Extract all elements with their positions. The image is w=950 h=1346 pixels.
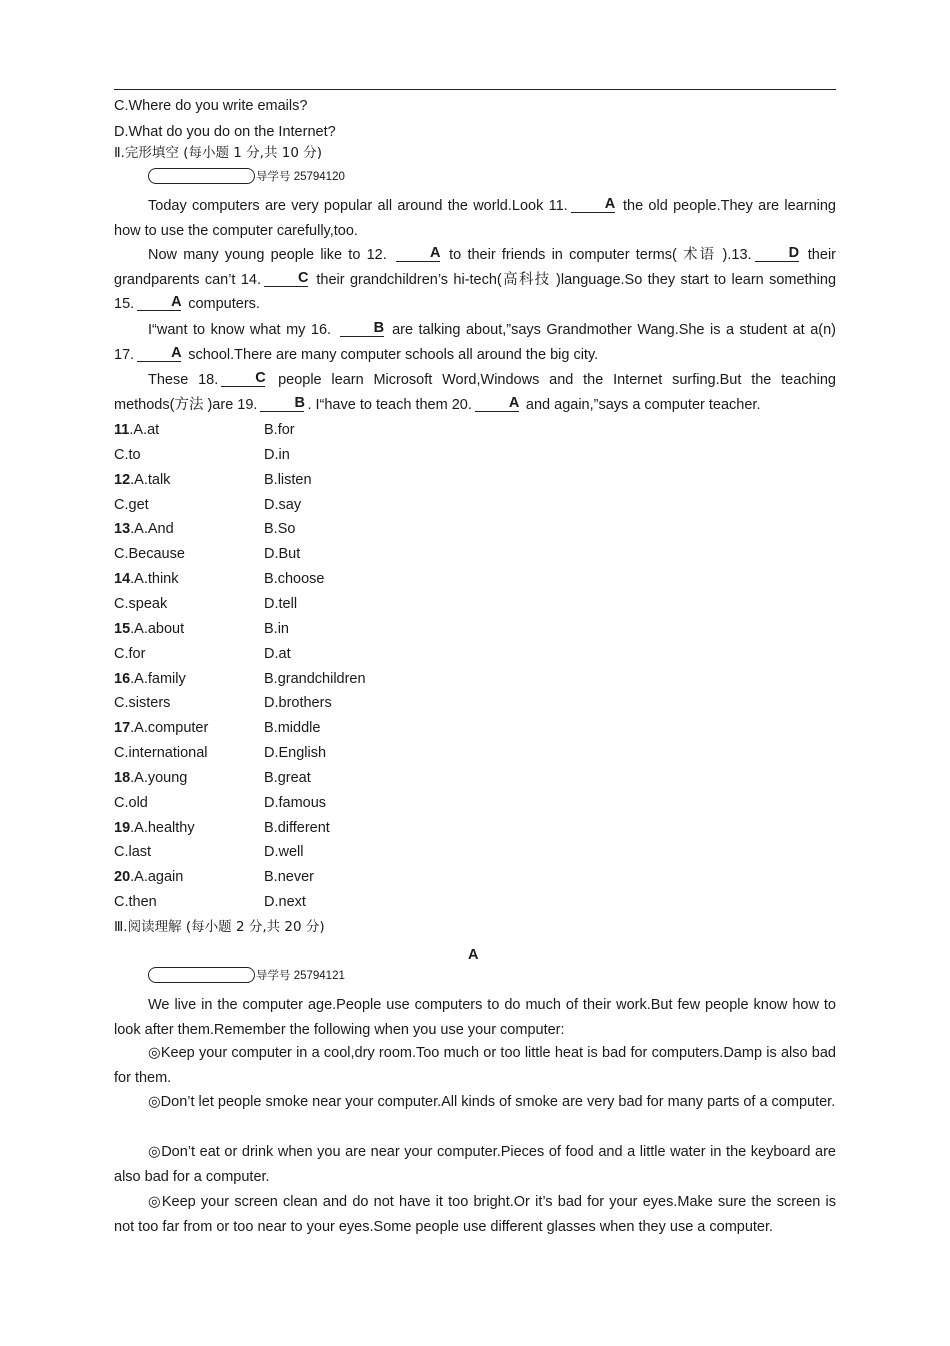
option-d: D.brothers bbox=[264, 695, 332, 712]
answer-blank-15: A bbox=[137, 294, 181, 311]
reading-paragraph-4: ◎Don’t eat or drink when you are near your computer.Pieces of food and a little water in the keyboard are also bad for a computer. bbox=[114, 1144, 836, 1185]
option-b: B.never bbox=[264, 869, 314, 886]
option-d: D.next bbox=[264, 894, 306, 911]
option-c: C.international bbox=[114, 745, 208, 762]
section-2-heading: Ⅱ.完形填空 (每小题 1 分,共 10 分) bbox=[114, 145, 322, 161]
guide-number-text: 导学号 25794120 bbox=[256, 171, 345, 184]
option-a: 11.A.at bbox=[114, 422, 160, 438]
option-d: D.tell bbox=[264, 595, 298, 612]
option-b: B.for bbox=[264, 422, 295, 438]
option-d: D.But bbox=[264, 546, 301, 563]
question-number: 19 bbox=[114, 819, 131, 836]
option-d: D.say bbox=[264, 496, 302, 513]
option-a: 15.A.about bbox=[114, 620, 185, 637]
option-a: 14.A.think bbox=[114, 571, 179, 588]
option-b: B.different bbox=[264, 819, 330, 836]
option-b: B.in bbox=[264, 620, 289, 637]
option-c: C.get bbox=[114, 496, 149, 513]
question-number: 14 bbox=[114, 571, 131, 588]
answer-blank-19: B bbox=[260, 395, 304, 412]
answer-blank-17: A bbox=[137, 345, 181, 362]
option-b: B.choose bbox=[264, 571, 325, 588]
answer-blank-13: D bbox=[755, 245, 799, 262]
cloze-paragraph-4: These 18. C people learn Microsoft Word,Windows and the Internet surfing.But the teaching methods(方法 )are 19. B . I“have to teach them 20. A and again,”says a computer teacher. bbox=[114, 370, 836, 413]
header-rule bbox=[114, 89, 836, 90]
reading-paragraph-2: ◎Keep your computer in a cool,dry room.Too much or too little heat is bad for computers.Damp is also bad for them. bbox=[114, 1045, 836, 1086]
section-3-heading: Ⅲ.阅读理解 (每小题 2 分,共 20 分) bbox=[114, 919, 325, 935]
question-number: 18 bbox=[114, 769, 131, 786]
option-a: 13.A.And bbox=[114, 521, 174, 538]
option-c: C.speak bbox=[114, 595, 168, 612]
guide-number-text: 导学号 25794121 bbox=[256, 970, 345, 983]
passage-label: A bbox=[468, 947, 479, 963]
cloze-paragraph-1: Today computers are very popular all around the world.Look 11. A the old people.They are learning how to use the computer carefully,too. bbox=[114, 196, 836, 239]
option-d: D.at bbox=[264, 645, 291, 662]
guide-pill-icon bbox=[148, 967, 255, 983]
answer-blank-16: B bbox=[340, 320, 384, 337]
guide-number-2 bbox=[148, 168, 345, 186]
option-b: B.So bbox=[264, 521, 296, 538]
guide-pill-icon bbox=[148, 168, 255, 184]
option-b: B.great bbox=[264, 769, 311, 786]
option-c: C.old bbox=[114, 794, 148, 811]
question-number: 11 bbox=[114, 422, 130, 438]
option-a: 20.A.again bbox=[114, 869, 184, 886]
option-c: C.to bbox=[114, 446, 141, 463]
question-number: 12 bbox=[114, 471, 131, 488]
option-a: 12.A.talk bbox=[114, 471, 171, 488]
option-c: C.sisters bbox=[114, 695, 171, 712]
cloze-paragraph-3: I“want to know what my 16. B are talking about,”says Grandmother Wang.She is a student at a(n) 17. A school.There are many computer schools all around the big city. bbox=[114, 320, 836, 363]
question-number: 20 bbox=[114, 869, 131, 886]
option-a: 19.A.healthy bbox=[114, 819, 195, 836]
question-number: 13 bbox=[114, 521, 131, 538]
question-number: 16 bbox=[114, 670, 131, 687]
answer-blank-18: C bbox=[221, 370, 265, 387]
option-b: B.grandchildren bbox=[264, 670, 366, 687]
option-b: B.listen bbox=[264, 471, 312, 488]
option-d: D.well bbox=[264, 844, 304, 861]
answer-blank-14: C bbox=[264, 270, 308, 287]
answer-blank-20: A bbox=[475, 395, 519, 412]
option-c: C.last bbox=[114, 844, 152, 861]
reading-paragraph-3: ◎Don’t let people smoke near your computer.All kinds of smoke are very bad for many parts of a computer. bbox=[148, 1094, 836, 1110]
question-option-d: D.What do you do on the Internet? bbox=[114, 124, 336, 140]
option-d: D.English bbox=[264, 745, 327, 762]
guide-number-3 bbox=[148, 967, 345, 985]
answer-blank-11: A bbox=[571, 196, 615, 213]
option-a: 18.A.young bbox=[114, 769, 188, 786]
option-c: C.then bbox=[114, 894, 157, 911]
option-b: B.middle bbox=[264, 720, 321, 737]
option-c: C.for bbox=[114, 645, 146, 662]
option-c: C.Because bbox=[114, 546, 185, 563]
option-a: 17.A.computer bbox=[114, 720, 209, 737]
option-d: D.in bbox=[264, 446, 290, 463]
option-d: D.famous bbox=[264, 794, 327, 811]
option-a: 16.A.family bbox=[114, 670, 186, 687]
cloze-paragraph-2: Now many young people like to 12. A to their friends in computer terms( 术语 ).13. D their grandparents can’t 14. C their grandchildren’s hi-tech(高科技 )language.So they start to learn something 15. A computers. bbox=[114, 245, 837, 312]
question-number: 15 bbox=[114, 620, 131, 637]
reading-paragraph-1: We live in the computer age.People use computers to do much of their work.But few people know how to look after them.Remember the following when you use your computer: bbox=[114, 997, 836, 1038]
question-option-c: C.Where do you write emails? bbox=[114, 98, 308, 114]
question-number: 17 bbox=[114, 720, 131, 737]
reading-paragraph-5: ◎Keep your screen clean and do not have it too bright.Or it’s bad for your eyes.Make sure the screen is not too far from or too near to your eyes.Some people use different glasses when they use a computer. bbox=[114, 1194, 836, 1235]
answer-blank-12: A bbox=[396, 245, 440, 262]
